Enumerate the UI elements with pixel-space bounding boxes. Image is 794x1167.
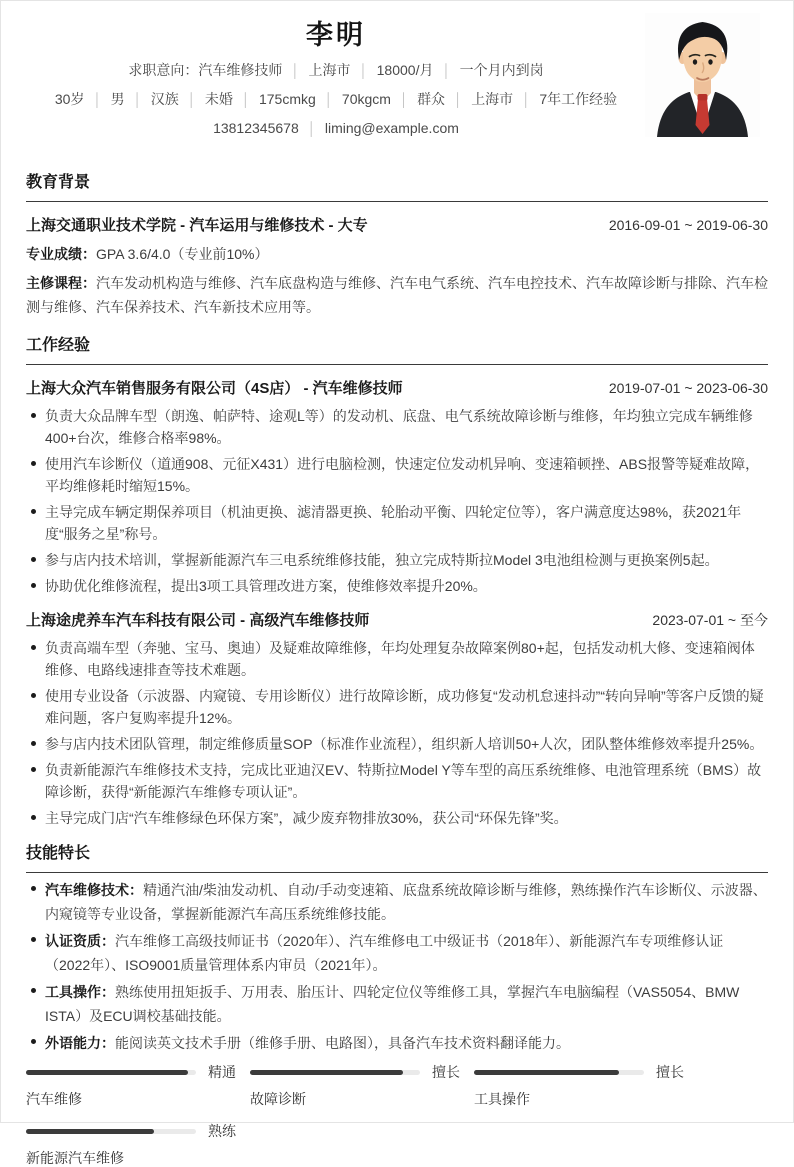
skill-bar-track [26,1129,196,1134]
job2-bullet-list [26,637,768,829]
section-title-experience: 工作经验 [26,335,768,365]
separator: │ [187,92,196,107]
courses-label: 主修课程： [26,275,96,291]
info-item: 30岁 [54,91,85,107]
resume-header [26,1,768,140]
job1-bullet: 参与店内技术培训，掌握新能源汽车三电系统维修技能，独立完成特斯拉Model 3电池组检测与更换案例5起。 [26,549,768,571]
gpa-label: 专业成绩： [26,246,96,262]
skill-bar-block [26,1124,250,1167]
skill-bar-track [26,1070,196,1075]
skill-bar-fill [26,1129,154,1134]
info-item: 群众 [417,91,446,107]
info-item: 男 [110,91,125,107]
skill-bars-row-1 [26,1065,768,1108]
job1-bullet: 负责大众品牌车型（朗逸、帕萨特、途观L等）的发动机、底盘、电气系统故障诊断与维修，年均独立完成车辆维修400+台次，维修合格率98%。 [26,405,768,449]
separator: │ [324,92,333,107]
separator: │ [133,92,142,107]
header-text-block [26,17,646,140]
job2-bullet: 使用专业设备（示波器、内窥镜、专用诊断仪）进行故障诊断，成功修复“发动机怠速抖动”“转向异响”等客户反馈的疑难问题，客户复购率提升12%。 [26,685,768,729]
skill-item-label: 认证资质： [45,933,115,949]
job1-bullet: 主导完成车辆定期保养项目（机油更换、滤清器更换、轮胎动平衡、四轮定位等），客户满意度达98%，获2021年度“服务之星”称号。 [26,501,768,545]
job1-date-range: 2019-07-01 ~ 2023-06-30 [608,380,768,396]
skill-bar-fill [26,1070,188,1075]
skill-bar-track [474,1070,644,1075]
separator: │ [241,92,250,107]
skill-bar-block [250,1065,474,1108]
education-school-line: 上海交通职业技术学院 - 汽车运用与维修技术 - 大专 [26,217,368,234]
separator: │ [307,121,316,136]
personal-info-line [26,88,646,111]
job1-bullet-list [26,405,768,597]
avatar-illustration [645,13,760,137]
skill-bar-name: 故障诊断 [250,1091,306,1107]
contact-line [26,117,646,140]
education-courses-row [26,271,768,319]
separator: │ [93,92,102,107]
info-item: 18000/月 [376,62,434,78]
job2-bullet: 主导完成门店“汽车维修绿色环保方案”，减少废弃物排放30%，获公司“环保先锋”奖。 [26,807,768,829]
section-experience [26,335,768,829]
skill-bar-block [474,1065,698,1108]
skill-level-label: 精通 [208,1064,236,1080]
skill-item-label: 工具操作： [45,984,115,1000]
job2-bullet: 负责高端车型（奔驰、宝马、奥迪）及疑难故障维修，年均处理复杂故障案例80+起，包括发动机大修、变速箱阀体维修、电路线速排查等技术难题。 [26,637,768,681]
skill-item [26,980,768,1028]
info-item: 上海市 [471,91,514,107]
info-item: liming@example.com [324,120,459,136]
job2-company-line: 上海途虎养车汽车科技有限公司 - 高级汽车维修技师 [26,612,370,629]
info-item: 7年工作经验 [539,91,618,107]
skill-item [26,1031,768,1055]
skill-item-label: 外语能力： [45,1035,115,1051]
avatar [645,13,760,137]
skill-bar-fill [250,1070,403,1075]
education-entry-head [26,215,768,237]
skill-bar-name: 汽车维修 [26,1091,82,1107]
courses-value: 汽车发动机构造与维修、汽车底盘构造与维修、汽车电气系统、汽车电控技术、汽车故障诊断与排除、汽车检测与维修、汽车保养技术、汽车新技术应用等。 [26,275,768,315]
job2-bullet: 参与店内技术团队管理，制定维修质量SOP（标准作业流程），组织新人培训50+人次，团队整体维修效率提升25%。 [26,733,768,755]
section-title-education: 教育背景 [26,172,768,202]
section-title-skills: 技能特长 [26,843,768,873]
skill-item-text: 熟练使用扭矩扳手、万用表、胎压计、四轮定位仪等维修工具，掌握汽车电脑编程（VAS5054、BMW ISTA）及ECU调校基础技能。 [45,984,740,1024]
info-item: 一个月内到岗 [459,62,544,78]
skill-bar-block [26,1065,250,1108]
job1-company-line: 上海大众汽车销售服务有限公司（4S店） - 汽车维修技师 [26,380,403,397]
gpa-value: GPA 3.6/4.0（专业前10%） [96,246,269,262]
job2-date-range: 2023-07-01 ~ 至今 [652,612,768,628]
info-item: 70kgcm [341,91,391,107]
section-education [26,172,768,319]
info-item: 汉族 [150,91,179,107]
job2-entry-head [26,610,768,632]
job1-entry-head [26,378,768,400]
job-entry-2 [26,610,768,829]
job-intent-label: 求职意向： [128,62,199,78]
job2-bullet: 负责新能源汽车维修技术支持，完成比亚迪汉EV、特斯拉Model Y等车型的高压系统维修、电池管理系统（BMS）故障诊断，获得“新能源汽车维修专项认证”。 [26,759,768,803]
job-entry-1 [26,378,768,597]
education-gpa-row [26,242,768,266]
skill-item-text: 精通汽油/柴油发动机、自动/手动变速箱、底盘系统故障诊断与维修，熟练操作汽车诊断仪、示波器、内窥镜等专业设备，掌握新能源汽车高压系统维修技能。 [45,882,767,922]
skill-level-label: 擅长 [656,1064,684,1080]
skill-bars [26,1065,768,1167]
skill-item-label: 汽车维修技术： [45,882,143,898]
skill-item-text: 汽车维修工高级技师证书（2020年）、汽车维修电工中级证书（2018年）、新能源汽车专项维修认证（2022年）、ISO9001质量管理体系内审员（2021年）。 [45,933,724,973]
skill-item [26,929,768,977]
separator: │ [522,92,531,107]
skill-item-text: 能阅读英文技术手册（维修手册、电路图），具备汽车技术资料翻译能力。 [115,1035,570,1051]
skill-bar-name: 新能源汽车维修 [26,1150,124,1166]
info-item: 上海市 [308,62,351,78]
candidate-name: 李明 [306,20,366,50]
skills-list [26,878,768,1055]
separator: │ [454,92,463,107]
section-skills [26,843,768,1167]
skill-bar-fill [474,1070,619,1075]
separator: │ [442,63,451,78]
info-item: 175cmkg [258,91,316,107]
skill-level-label: 擅长 [432,1064,460,1080]
info-item: 13812345678 [213,120,299,136]
separator: │ [291,63,300,78]
education-date-range: 2016-09-01 ~ 2019-06-30 [608,217,768,233]
job-intent-items [198,62,543,78]
skill-bar-track [250,1070,420,1075]
job-intent-line [26,59,646,82]
separator: │ [359,63,368,78]
info-item: 汽车维修技师 [198,62,283,78]
job1-bullet: 使用汽车诊断仪（道通908、元征X431）进行电脑检测，快速定位发动机异响、变速箱顿挫、ABS报警等疑难故障，平均维修耗时缩短15%。 [26,453,768,497]
skill-level-label: 熟练 [208,1123,236,1139]
info-item: 未婚 [204,91,233,107]
skill-bar-name: 工具操作 [474,1091,530,1107]
skill-bars-row-2 [26,1124,768,1167]
skill-item [26,878,768,926]
job1-bullet: 协助优化维修流程，提出3项工具管理改进方案，使维修效率提升20%。 [26,575,768,597]
separator: │ [399,92,409,107]
